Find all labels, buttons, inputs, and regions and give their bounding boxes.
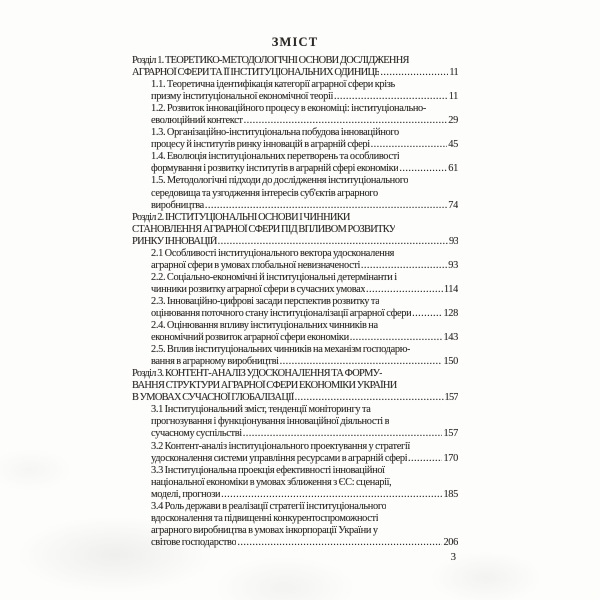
toc-page-ref: 157 <box>444 392 458 404</box>
toc-line <box>151 404 458 416</box>
toc-line <box>132 392 458 404</box>
toc-line-text: Розділ 1. ТЕОРЕТИКО-МЕТОДОЛОГІЧНІ ОСНОВИ ДОСЛІДЖЕННЯ <box>132 55 409 66</box>
toc-line-text: 1.1. Теоретична ідентифікація категорії аграрної сфери крізь <box>151 79 395 91</box>
toc-line-text: виробництва <box>151 199 204 211</box>
toc-line <box>151 344 458 356</box>
dot-leader <box>361 260 447 272</box>
toc-line <box>132 368 458 380</box>
dot-leader <box>243 428 443 440</box>
toc-line <box>132 55 458 67</box>
toc-page-ref: 93 <box>448 259 458 271</box>
toc-page-ref: 128 <box>443 307 458 319</box>
toc-line-text: 2.2. Соціально-економічні й інституціональні детермінанти і <box>151 271 397 283</box>
toc-line-text: 2.5. Вплив інституціональних чинників на механізм господарю- <box>151 344 411 356</box>
toc-entry <box>132 151 458 175</box>
toc-line <box>151 356 458 368</box>
toc-entry <box>132 465 458 501</box>
toc-line-text: 3.3 Інституціональна проекція ефективності інноваційної <box>151 464 385 476</box>
dot-leader <box>221 489 442 501</box>
toc-line <box>151 79 458 91</box>
toc-page-ref: 74 <box>448 199 458 211</box>
toc-line <box>151 296 458 308</box>
toc-page-ref: 11 <box>449 67 458 79</box>
toc-entry <box>132 248 458 272</box>
toc-line <box>151 477 458 489</box>
toc-page-ref: 93 <box>449 235 458 247</box>
dot-leader <box>218 236 448 248</box>
toc-line <box>132 380 458 392</box>
toc-line <box>151 284 458 296</box>
toc-entry <box>132 441 458 465</box>
toc-line <box>151 537 458 549</box>
toc-line-text: 1.2. Розвиток інноваційного процесу в економіці: інституціонально- <box>151 103 426 115</box>
toc-line <box>132 212 458 224</box>
toc-line-text: 3.4 Роль держави в реалізації стратегії інституціонального <box>151 500 387 512</box>
toc-line <box>151 103 458 115</box>
toc-line-text: В УМОВАХ СУЧАСНОЇ ГЛОБАЛІЗАЦІЇ <box>132 392 294 404</box>
toc-list <box>132 55 458 549</box>
toc-line-text: призму інституціональної економічної теорії <box>151 91 333 103</box>
toc-line <box>151 175 458 187</box>
toc-line-text: вання в аграрному виробництві <box>151 356 279 368</box>
dot-leader <box>334 91 448 103</box>
toc-line-text: процесу й інститутів ринку інновацій в аграрній сфері <box>151 139 370 151</box>
toc-page-ref: 206 <box>443 536 458 548</box>
dot-leader <box>280 356 443 368</box>
dot-leader <box>295 392 444 404</box>
toc-line <box>132 67 458 79</box>
toc-entry <box>132 320 458 344</box>
toc-entry <box>132 344 458 368</box>
toc-entry <box>132 501 458 549</box>
toc-line <box>151 248 458 260</box>
toc-entry <box>132 272 458 296</box>
toc-line <box>151 501 458 513</box>
toc-line-text: 2.1 Особливості інституціонального вектора удосконалення <box>151 247 395 259</box>
dot-leader <box>371 139 448 151</box>
toc-entry <box>132 127 458 151</box>
toc-line-text: 2.4. Оцінювання впливу інституціональних чинників на <box>151 320 378 332</box>
toc-line-text: 1.4. Еволюція інституціональних перетворень та особливості <box>151 151 400 163</box>
dot-leader <box>380 67 448 79</box>
toc-line-text: сучасному суспільстві <box>151 428 242 440</box>
toc-page-ref: 114 <box>443 283 458 295</box>
dot-leader <box>205 200 447 212</box>
toc-page-ref: 170 <box>443 452 458 464</box>
toc-line <box>132 224 458 236</box>
toc-line-text: національної економіки в умовах зближення з ЄС: сценарії, <box>151 476 392 488</box>
toc-line <box>151 453 458 465</box>
toc-line-text: еволюційний контекст <box>151 115 243 127</box>
toc-line <box>151 272 458 284</box>
toc-line <box>151 115 458 127</box>
toc-line-text: прогнозування і функціонування інноваційної діяльності в <box>151 416 390 428</box>
toc-line-text: удосконалення системи управління ресурсами в аграрній сфері <box>151 452 408 464</box>
toc-line <box>151 332 458 344</box>
toc-line <box>151 91 458 103</box>
toc-entry <box>132 79 458 103</box>
toc-column <box>132 36 458 549</box>
toc-line-text: Розділ 2. ІНСТИТУЦІОНАЛЬНІ ОСНОВИ І ЧИННИКИ <box>132 211 350 223</box>
toc-line-text: 3.2 Контент-аналіз інституціонального проектування у стратегії <box>151 440 410 452</box>
toc-line-text: 1.3. Організаційно-інституціональна побудова інноваційного <box>151 127 399 139</box>
toc-page-ref: 185 <box>443 488 458 500</box>
toc-page-ref: 11 <box>448 91 458 103</box>
toc-line <box>151 200 458 212</box>
toc-page-ref: 61 <box>448 163 458 175</box>
toc-line <box>151 188 458 200</box>
toc-entry <box>132 212 458 248</box>
toc-line-text: 1.5. Методологічні підходи до дослідження інституціонального <box>151 175 409 187</box>
toc-line-text: аграрної сфери в умовах глобальної невизначеності <box>151 259 360 271</box>
toc-page-ref: 45 <box>448 139 458 151</box>
toc-line-text: середовища та узгодження інтересів суб'єктів аграрного <box>151 187 378 199</box>
toc-line <box>151 416 458 428</box>
toc-line <box>132 236 458 248</box>
toc-entry <box>132 175 458 211</box>
toc-page-ref: 29 <box>448 115 458 127</box>
toc-line <box>151 308 458 320</box>
toc-line-text: чинники розвитку аграрної сфери в сучасних умовах <box>151 283 366 295</box>
toc-line-text: вдосконалення та підвищенні конкурентоспроможності <box>151 512 379 524</box>
page-number: 3 <box>450 551 456 563</box>
toc-line <box>151 127 458 139</box>
toc-entry <box>132 404 458 440</box>
toc-line <box>151 525 458 537</box>
dot-leader <box>412 308 442 320</box>
toc-line-text: РИНКУ ІННОВАЦІЙ <box>132 235 217 247</box>
toc-line-text: 3.1 Інституціональний зміст, тенденції моніторингу та <box>151 404 371 416</box>
toc-line <box>151 441 458 453</box>
toc-page-ref: 157 <box>443 428 458 440</box>
toc-page-ref: 143 <box>443 332 458 344</box>
toc-line-text: 2.3. Інноваційно-цифрові засади перспектив розвитку та <box>151 295 380 307</box>
dot-leader <box>399 163 447 175</box>
toc-line-text: оцінювання поточного стану інституціоналізації аграрної сфери <box>151 307 412 319</box>
toc-line-text: моделі, прогнози <box>151 488 221 500</box>
toc-line-text: формування і розвитку інститутів в аграрній сфері економіки <box>151 163 399 175</box>
toc-line <box>151 465 458 477</box>
dot-leader <box>350 332 443 344</box>
toc-entry <box>132 103 458 127</box>
toc-line <box>151 513 458 525</box>
dot-leader <box>237 537 442 549</box>
toc-entry <box>132 368 458 404</box>
page-title: ЗМІСТ <box>271 35 319 49</box>
toc-line <box>151 489 458 501</box>
dot-leader <box>366 284 443 296</box>
toc-entry <box>132 55 458 79</box>
toc-line-text: ВАННЯ СТРУКТУРИ АГРАРНОЇ СФЕРИ ЕКОНОМІКИ УКРАЇНИ <box>132 380 397 392</box>
toc-line <box>151 428 458 440</box>
dot-leader <box>244 115 448 127</box>
toc-line <box>151 163 458 175</box>
toc-line-text: аграрного виробництва в умовах інкорпорації України у <box>151 524 378 536</box>
toc-line-text: Розділ 3. КОНТЕНТ-АНАЛІЗ УДОСКОНАЛЕННЯ ТА ФОРМУ- <box>132 368 383 380</box>
toc-line-text: АГРАРНОЇ СФЕРИ ТА ЇЇ ІНСТИТУЦІОНАЛЬНИХ ОДИНИЦЬ <box>132 67 380 79</box>
toc-line-text: світове господарство <box>151 536 237 548</box>
toc-line <box>151 260 458 272</box>
toc-line-text: СТАНОВЛЕННЯ АГРАРНОЇ СФЕРИ ПІД ВПЛИВОМ РОЗВИТКУ <box>132 223 396 235</box>
toc-page-ref: 150 <box>443 356 458 368</box>
toc-line <box>151 320 458 332</box>
toc-line-text: економічний розвиток аграрної сфери економіки <box>151 332 349 344</box>
toc-line <box>151 151 458 163</box>
toc-entry <box>132 296 458 320</box>
dot-leader <box>408 453 442 465</box>
toc-line <box>151 139 458 151</box>
